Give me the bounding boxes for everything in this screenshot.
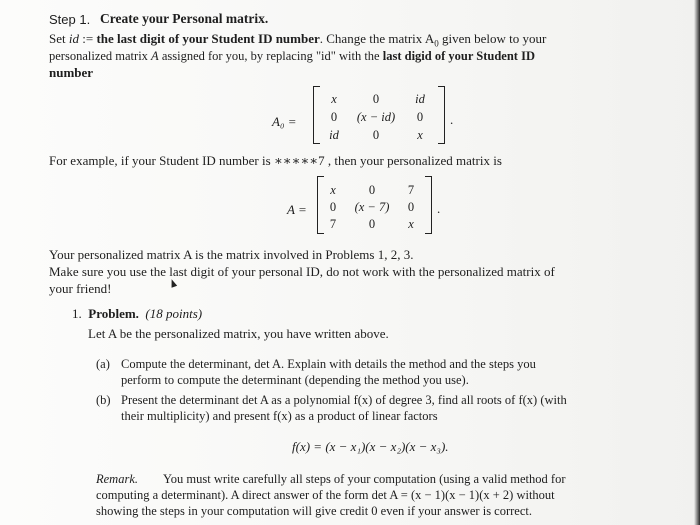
a-cell: 0 [368, 183, 376, 197]
a0-cell: 0 [372, 128, 380, 142]
a-cell: 7 [329, 217, 337, 231]
part-a-line-2: perform to compute the determinant (depending the method you use). [121, 373, 469, 387]
para-line-2: Make sure you use the last digit of your personal ID, do not work with the personalized matrix of [49, 264, 555, 279]
a0-cell: 0 [416, 110, 424, 124]
a-cell: 0 [368, 217, 376, 231]
a-cell: 0 [329, 200, 337, 214]
step-title: Create your Personal matrix. [100, 11, 269, 26]
page-edge-shadow [694, 0, 700, 525]
example-line: For example, if your Student ID number is ∗∗∗∗∗7 , then your personalized matrix is [49, 153, 502, 168]
part-a-label: (a) [96, 357, 110, 371]
a-cell: (x − 7) [354, 200, 390, 214]
part-b-line-1: Present the determinant det A as a polynomial f(x) of degree 3, find all roots of f(x) (with [121, 393, 567, 407]
problem-intro: Let A be the personalized matrix, you have written above. [88, 326, 389, 341]
a0-cell: x [331, 92, 337, 106]
intro-line-2: personalized matrix A assigned for you, by replacing "id" with the last digid of your Student ID [49, 49, 535, 63]
remark-line-2: computing a determinant). A direct answer of the form det A = (x − 1)(x − 1)(x + 2) without [96, 488, 555, 502]
problem-heading: 1. Problem. (18 points) [72, 306, 203, 321]
para-line-3: your friend! [49, 281, 112, 296]
para-line-1: Your personalized matrix A is the matrix involved in Problems 1, 2, 3. [49, 247, 414, 262]
a-cell: 7 [407, 183, 415, 197]
factor-formula: f(x) = (x − x₁)(x − x₂)(x − x₃). [292, 439, 449, 454]
part-b-label: (b) [96, 393, 111, 407]
a0-cell: (x − id) [356, 110, 396, 124]
remark-line-3: showing the steps in your computation will give credit 0 even if your answer is correct. [96, 504, 533, 518]
part-a-line-1: Compute the determinant, det A. Explain with details the method and the steps you [121, 357, 536, 371]
matrix-a0-label: A₀ = [272, 114, 297, 129]
a-cell: x [330, 183, 336, 197]
remark-label: Remark. [96, 472, 138, 486]
intro-line-1: Set id := the last digit of your Student ID number. Change the matrix $A_0$ given below to your [49, 31, 547, 49]
a-cell: 0 [407, 200, 415, 214]
a-cell: x [408, 217, 414, 231]
step-label: Step 1. [49, 12, 91, 27]
matrix-a-period: . [437, 201, 441, 216]
a0-cell: id [329, 128, 339, 142]
a0-cell: id [415, 92, 425, 106]
matrix-a-label: A = [287, 202, 307, 217]
a0-cell: 0 [372, 92, 380, 106]
a0-cell: x [417, 128, 423, 142]
part-b-line-2: their multiplicity) and present f(x) as a product of linear factors [121, 409, 438, 423]
intro-line-3: number [49, 65, 94, 80]
matrix-a0-period: . [450, 112, 454, 127]
a0-cell: 0 [330, 110, 338, 124]
remark-line-1: You must write carefully all steps of your computation (using a valid method for [163, 472, 566, 486]
